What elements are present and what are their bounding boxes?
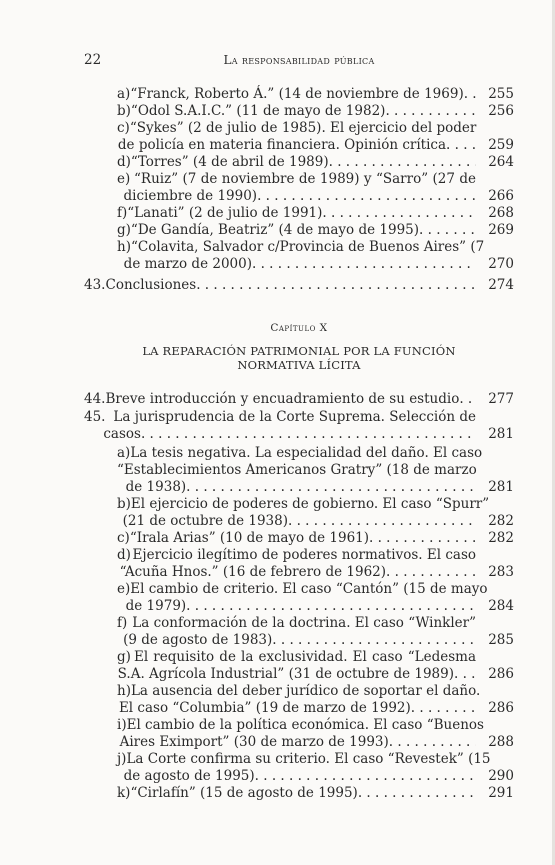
toc-entry [84, 530, 514, 547]
entry-page: 281 [488, 479, 514, 495]
entry-letter: e) [117, 171, 131, 187]
toc-line [84, 751, 514, 768]
toc-line [84, 120, 514, 137]
entry-letter: k) [117, 785, 131, 801]
toc-line [84, 86, 514, 103]
toc-line [84, 445, 514, 462]
entry-letter: f) [117, 615, 128, 631]
entry-text: “De Gandía, Beatriz” (4 de mayo de 1995) [130, 222, 420, 238]
toc-entry [84, 205, 514, 222]
dot-leader [446, 137, 476, 154]
toc-line [84, 513, 514, 530]
entry-number: 45. [84, 409, 106, 425]
toc-section-45-cases [84, 445, 514, 802]
entry-text: El requisito de la exclusividad. El caso “Ledesma [134, 649, 476, 665]
chapter-title-line2: NORMATIVA LÍCITA [237, 358, 361, 372]
entry-page: 286 [488, 700, 514, 716]
page-number: 22 [84, 52, 102, 68]
entry-text: La conformación de la doctrina. El caso “Winkler” [132, 615, 476, 631]
toc-line [84, 632, 514, 649]
toc-line [84, 717, 514, 734]
entry-page: 291 [488, 785, 514, 801]
toc-entry [84, 154, 514, 171]
toc-line [84, 496, 514, 513]
entry-text: (21 de octubre de 1938) [122, 513, 288, 529]
entry-page: 255 [488, 86, 514, 102]
entry-letter: i) [117, 717, 127, 733]
entry-text: El cambio de la política económica. El caso “Buenos [126, 717, 484, 733]
toc-entry [84, 717, 514, 751]
toc-entry [84, 615, 514, 649]
entry-page: 282 [488, 513, 514, 529]
toc-line [84, 734, 514, 751]
entry-text: de policía en materia financiera. Opinión crítica [117, 137, 447, 153]
entry-text: diciembre de 1990) [123, 188, 258, 204]
entry-page: 290 [488, 768, 514, 784]
toc-entry [84, 496, 514, 530]
entry-letter: g) [117, 649, 131, 665]
entry-letter: e) [117, 581, 131, 597]
entry-page: 285 [488, 632, 514, 648]
entry-text: “Lanati” (2 de julio de 1991) [127, 205, 323, 221]
toc-line [84, 188, 514, 205]
toc-entry [84, 222, 514, 239]
toc-entry [84, 683, 514, 717]
toc-entry [84, 581, 514, 615]
entry-page: 270 [488, 256, 514, 272]
chapter-label: Capítulo X [270, 322, 328, 334]
entry-text: El caso “Columbia” (19 de marzo de 1992) [118, 700, 411, 716]
chapter-title-line1: LA REPARACIÓN PATRIMONIAL POR LA FUNCIÓN [142, 344, 456, 358]
entry-letter: h) [117, 239, 131, 255]
dot-leader [419, 222, 476, 239]
dot-leader [255, 768, 476, 785]
entry-letter: a) [117, 86, 131, 102]
entry-letter: b) [117, 496, 131, 512]
toc-line [84, 256, 514, 273]
toc-line [84, 154, 514, 171]
entry-page: 277 [488, 391, 514, 407]
toc-entry [84, 239, 514, 273]
dot-leader [186, 598, 476, 615]
toc-line [84, 103, 514, 120]
entry-page: 269 [488, 222, 514, 238]
toc-line [84, 530, 514, 547]
toc-entry [84, 649, 514, 683]
entry-text: “Torres” (4 de abril de 1989) [130, 154, 329, 170]
chapter-heading [84, 322, 514, 372]
toc-line [84, 547, 514, 564]
dot-leader [272, 632, 476, 649]
entry-text: Aires Eximport” (30 de marzo de 1993) [119, 734, 389, 750]
entry-page: 268 [488, 205, 514, 221]
dot-leader [454, 666, 476, 683]
toc-line [84, 785, 514, 802]
toc-entry [84, 86, 514, 103]
page-header [84, 52, 514, 72]
entry-text: “Odol S.A.I.C.” (11 de mayo de 1982) [130, 103, 386, 119]
entry-letter: d) [117, 547, 131, 563]
toc-entry [84, 103, 514, 120]
entry-text: de agosto de 1995) [123, 768, 255, 784]
entry-text-cont: casos [103, 426, 141, 442]
entry-text: de 1979) [125, 598, 187, 614]
toc-entry-45 [84, 409, 514, 443]
dot-leader [252, 256, 476, 273]
entry-text: “Cirlafín” (15 de agosto de 1995) [130, 785, 358, 801]
entry-letter: c) [117, 530, 130, 546]
dot-leader [459, 391, 476, 408]
dot-leader [386, 564, 476, 581]
entry-page: 274 [488, 277, 514, 293]
dot-leader [322, 205, 476, 222]
toc-line [84, 649, 514, 666]
toc-line [84, 598, 514, 615]
running-title: La responsabilidad pública [223, 53, 375, 67]
entry-page: 286 [488, 666, 514, 682]
dot-leader [186, 479, 476, 496]
entry-letter: g) [117, 222, 131, 238]
dot-leader [329, 154, 476, 171]
entry-page: 284 [488, 598, 514, 614]
entry-page: 264 [488, 154, 514, 170]
entry-number: 44. [84, 391, 106, 407]
entry-text: “Irala Arias” (10 de mayo de 1961) [129, 530, 370, 546]
entry-text: S.A. Agrícola Industrial” (31 de octubre de 1989) [117, 666, 454, 682]
toc-entry [84, 120, 514, 154]
entry-text: Breve introducción y encuadramiento de su estudio [105, 391, 460, 407]
toc-entry [84, 171, 514, 205]
dot-leader [464, 86, 476, 103]
toc-entry [84, 547, 514, 581]
toc-line [84, 615, 514, 632]
entry-text: de marzo de 2000) [123, 256, 252, 272]
entry-number: 43. [84, 277, 106, 293]
toc-line [84, 768, 514, 785]
toc-section-chapter-ix [84, 86, 514, 273]
entry-text: “Sykes” (2 de julio de 1985). El ejercicio del poder [129, 120, 477, 136]
toc-entry-44 [84, 391, 514, 408]
entry-page: 282 [488, 530, 514, 546]
toc-line [84, 700, 514, 717]
dot-leader [141, 426, 476, 443]
dot-leader [288, 513, 476, 530]
toc-line [84, 683, 514, 700]
entry-text: Conclusiones [105, 277, 197, 293]
entry-text: (9 de agosto de 1983) [123, 632, 273, 648]
entry-text: “Franck, Roberto Á.” (14 de noviembre de 1969) [130, 86, 464, 102]
entry-page: 281 [488, 426, 514, 442]
entry-page: 288 [488, 734, 514, 750]
entry-text: La jurisprudencia de la Corte Suprema. Selección de [113, 409, 476, 425]
entry-text: El cambio de criterio. El caso “Cantón” (15 de mayo [130, 581, 488, 597]
entry-text: La Corte confirma su criterio. El caso “Revestek” (15 [126, 751, 491, 767]
toc-line [84, 462, 514, 479]
entry-text: “Colavita, Salvador c/Provincia de Buenos Aires” (7 [130, 239, 485, 255]
entry-text: “Ruiz” (7 de noviembre de 1989) y “Sarro” (27 de [134, 171, 476, 187]
entry-letter: d) [117, 154, 131, 170]
toc-line [84, 479, 514, 496]
entry-letter: f) [117, 205, 128, 221]
entry-page: 266 [488, 188, 514, 204]
dot-leader [389, 734, 476, 751]
entry-page: 283 [488, 564, 514, 580]
dot-leader [385, 103, 476, 120]
toc-line [84, 239, 514, 256]
entry-page: 259 [488, 137, 514, 153]
dot-leader [369, 530, 476, 547]
entry-text: “Acuña Hnos.” (16 de febrero de 1962) [119, 564, 387, 580]
entry-text: de 1938) [125, 479, 187, 495]
entry-letter: a) [117, 445, 131, 461]
dot-leader [411, 700, 476, 717]
toc-entry [84, 751, 514, 785]
entry-text: “Establecimientos Americanos Gratry” (18 de marzo [117, 462, 477, 478]
toc-line [84, 137, 514, 154]
entry-text: El ejercicio de poderes de gobierno. El caso “Spurr” [130, 496, 490, 512]
toc-entry [84, 785, 514, 802]
chapter-title [84, 344, 514, 372]
entry-letter: h) [117, 683, 131, 699]
toc-line [84, 222, 514, 239]
toc-line [84, 205, 514, 222]
entry-letter: b) [117, 103, 131, 119]
dot-leader [196, 277, 476, 294]
entry-text: La ausencia del deber jurídico de soportar el daño. [130, 683, 481, 699]
entry-text: Ejercicio ilegítimo de poderes normativos. El caso [132, 547, 476, 563]
toc-line [84, 666, 514, 683]
toc-entry [84, 445, 514, 496]
entry-text: La tesis negativa. La especialidad del daño. El caso [130, 445, 483, 461]
toc-line [84, 171, 514, 188]
entry-letter: j) [117, 751, 127, 767]
dot-leader [257, 188, 476, 205]
toc-entry-43 [84, 277, 514, 294]
toc-line [84, 581, 514, 598]
dot-leader [358, 785, 476, 802]
entry-letter: c) [117, 120, 130, 136]
toc-line [84, 564, 514, 581]
entry-page: 256 [488, 103, 514, 119]
